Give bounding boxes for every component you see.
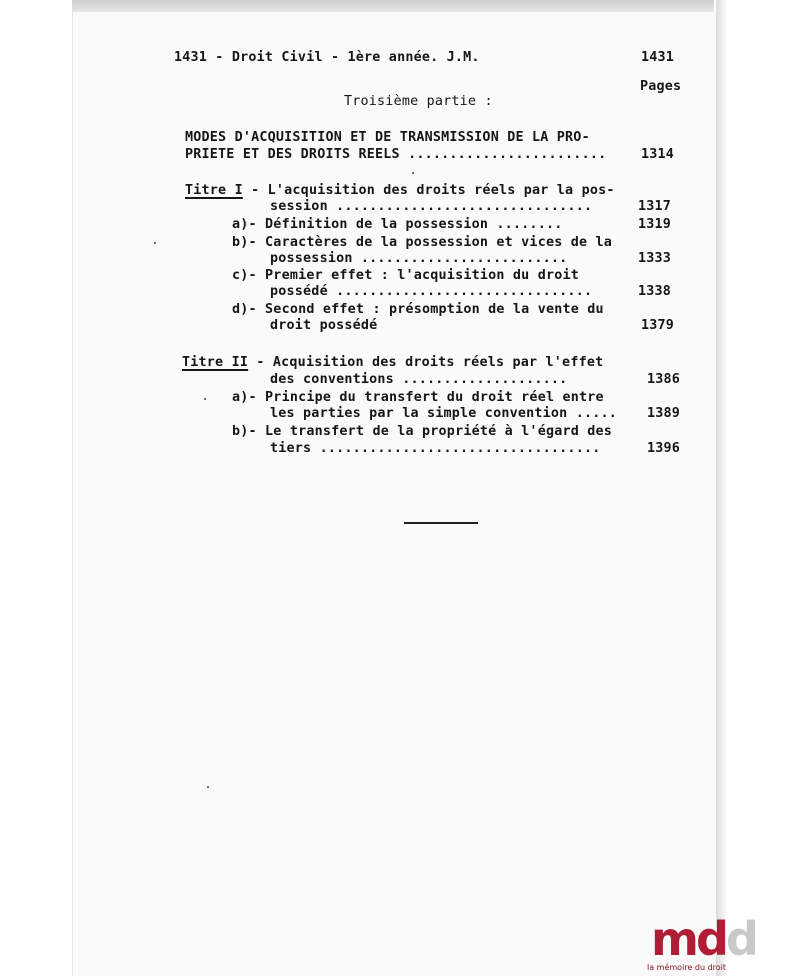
toc-page-number: 1389 (647, 406, 681, 421)
mdd-logo: mdd (651, 912, 756, 966)
scan-speck (154, 242, 156, 244)
titre-1-line2: session ............................... (270, 199, 593, 214)
titre-1-heading (185, 183, 615, 199)
toc-entry-a-line1: a)- Principe du transfert du droit réel entre (232, 390, 604, 405)
toc-entry-b-line2: tiers .................................. (270, 441, 601, 456)
toc-page-number: 1379 (641, 318, 675, 333)
toc-entry-d-line2: droit possédé (270, 318, 378, 333)
toc-page-number: 1333 (638, 251, 672, 266)
titre-2-label: Titre II (182, 355, 249, 370)
titre-1-title: - L'acquisition des droits réels par la pos- (242, 183, 615, 198)
toc-page-number: 1386 (647, 372, 681, 387)
toc-page-number: 1338 (638, 284, 672, 299)
titre-1-label: Titre I (185, 183, 243, 198)
scan-speck (412, 172, 414, 174)
closing-rule (404, 522, 478, 524)
page-number: 1431 (641, 50, 675, 65)
page-header-title: 1431 - Droit Civil - 1ère année. J.M. (174, 50, 480, 65)
toc-page-number: 1319 (638, 217, 672, 232)
scan-speck (204, 398, 206, 400)
toc-entry-c-line2: possédé ............................... (270, 284, 593, 299)
section-heading-line1: MODES D'ACQUISITION ET DE TRANSMISSION DE LA PRO- (185, 130, 590, 145)
pages-column-label: Pages (640, 79, 682, 94)
titre-2-line2: des conventions .................... (270, 372, 568, 387)
titre-2-title: - Acquisition des droits réels par l'effet (248, 355, 604, 370)
part-title: Troisième partie : (344, 94, 493, 109)
scan-right-edge (716, 0, 728, 976)
toc-entry-d-line1: d)- Second effet : présomption de la vente du (232, 302, 604, 317)
logo-tagline: la mémoire du droit (647, 963, 727, 972)
toc-entry-a: a)- Définition de la possession ........ (232, 217, 563, 232)
toc-page-number: 1317 (638, 199, 672, 214)
toc-entry-b-line1: b)- Le transfert de la propriété à l'égard des (232, 424, 613, 439)
toc-entry-a-line2: les parties par la simple convention ..... (270, 406, 617, 421)
toc-entry-c-line1: c)- Premier effet : l'acquisition du droit (232, 268, 579, 283)
scan-speck (207, 786, 209, 788)
toc-page-number: 1314 (641, 147, 675, 162)
section-heading-line2: PRIETE ET DES DROITS REELS ........................ (185, 147, 607, 162)
titre-2-heading (182, 355, 603, 371)
toc-entry-b-line1: b)- Caractères de la possession et vices de la (232, 235, 613, 250)
toc-entry-b-line2: possession ......................... (270, 251, 568, 266)
toc-page-number: 1396 (647, 441, 681, 456)
